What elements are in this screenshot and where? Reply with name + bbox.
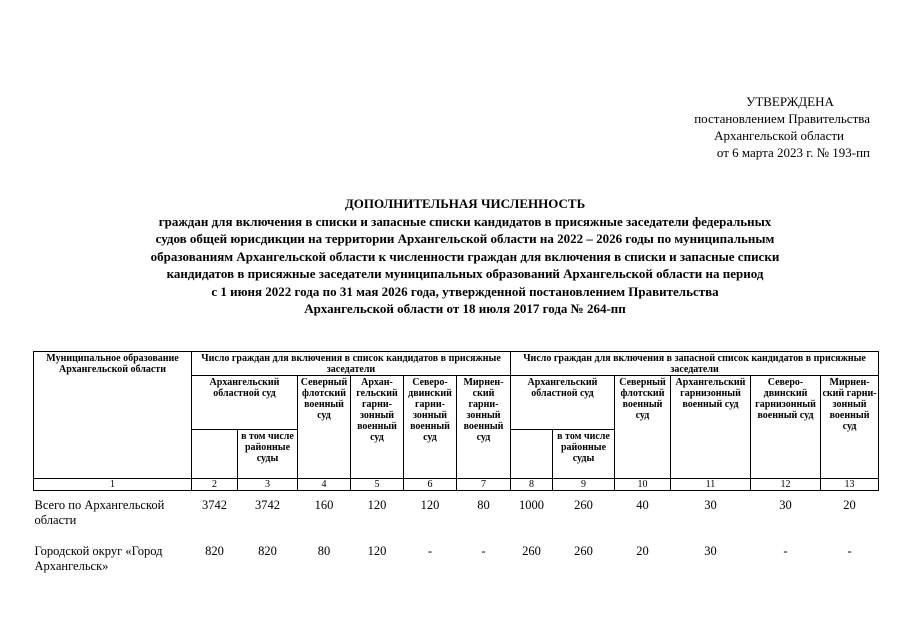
heading-line-5: с 1 июня 2022 года по 31 мая 2026 года, утвержденной постановлением Правительства — [211, 283, 719, 299]
col-number-2: 2 — [192, 479, 238, 491]
table-cell: 260 — [522, 544, 541, 558]
table-cell: 820 — [205, 544, 224, 558]
table-cell: 80 — [317, 544, 331, 558]
header-group-main: Число граждан для включения в список кандидатов в присяжные заседатели — [192, 352, 511, 376]
row-name: Городской округ «Город Архангельск» — [34, 544, 163, 573]
table-cell: 3742 — [255, 498, 280, 512]
header-main-including: в том числе районные суды — [238, 430, 298, 479]
table-cell: 40 — [636, 498, 649, 512]
header-group-reserve: Число граждан для включения в запасной список кандидатов в присяжные заседатели — [511, 352, 879, 376]
header-reserve-northern-fleet: Северный флотский военный суд — [615, 376, 671, 479]
table-cell: 820 — [258, 544, 277, 558]
header-main-severod-garrison: Северо-двинский гарни-зонный военный суд — [404, 376, 457, 479]
table-cell: - — [847, 544, 852, 558]
col-number-4: 4 — [298, 479, 351, 491]
heading-line-2: судов общей юрисдикции на территории Архангельской области на 2022 – 2026 годы по муниципальным — [155, 231, 775, 246]
header-main-regional: Архангельский областной суд — [192, 376, 298, 430]
col-number-1: 1 — [34, 479, 192, 491]
col-number-6: 6 — [404, 479, 457, 491]
table-cell: 30 — [704, 498, 717, 512]
approval-line-3: от 6 марта 2023 г. № 193-пп — [716, 145, 870, 160]
col-number-7: 7 — [457, 479, 511, 491]
table-cell: 30 — [704, 544, 717, 558]
table-cell: - — [481, 544, 486, 558]
approval-title: УТВЕРЖДЕНА — [746, 94, 834, 109]
header-reserve-mirny-garrison: Мирнен-ский гарни-зонный военный суд — [821, 376, 879, 479]
table-row — [34, 491, 879, 538]
approval-line-1: постановлением Правительства — [694, 111, 870, 126]
header-main-northern-fleet: Северный флотский военный суд — [298, 376, 351, 479]
table-row — [34, 537, 879, 583]
col-number-8: 8 — [511, 479, 553, 491]
header-main-arkh-garrison: Архан-гельский гарни-зонный военный суд — [351, 376, 404, 479]
table-cell: 120 — [420, 498, 440, 512]
table-cell: 260 — [574, 544, 593, 558]
col-number-10: 10 — [615, 479, 671, 491]
table-cell: - — [427, 544, 433, 558]
col-number-9: 9 — [553, 479, 615, 491]
col-number-12: 12 — [751, 479, 821, 491]
header-reserve-including: в том числе районные суды — [553, 430, 615, 479]
document-heading — [95, 195, 835, 318]
table-cell: 20 — [843, 498, 856, 512]
header-reserve-regional-total — [511, 430, 553, 479]
table-cell: 260 — [574, 498, 593, 512]
col-number-5: 5 — [351, 479, 404, 491]
header-municipality: Муниципальное образование Архангельской области — [34, 352, 192, 479]
col-number-13: 13 — [821, 479, 879, 491]
col-number-3: 3 — [238, 479, 298, 491]
heading-title: ДОПОЛНИТЕЛЬНАЯ ЧИСЛЕННОСТЬ — [344, 196, 586, 211]
table-cell: 1000 — [519, 498, 544, 512]
table-cell: 120 — [367, 498, 387, 512]
heading-line-3: образованиям Архангельской области к численности граждан для включения в списки и запасные списки — [150, 248, 780, 264]
row-name: Всего по Архангельской области — [34, 498, 165, 527]
table-cell: - — [783, 544, 788, 558]
approval-block — [640, 93, 870, 161]
table-cell: 80 — [477, 498, 490, 512]
heading-line-4: кандидатов в присяжные заседатели муниципальных образований Архангельской области на период — [166, 266, 764, 281]
table-cell: 30 — [779, 498, 792, 512]
approval-line-2: Архангельской области — [714, 128, 844, 143]
header-main-mirny-garrison: Мирнен-ский гарни-зонный военный суд — [457, 376, 511, 479]
header-reserve-arkh-garrison: Архангельский гарнизонный военный суд — [671, 376, 751, 479]
allocation-table — [33, 351, 879, 583]
table-cell: 3742 — [202, 498, 227, 512]
heading-line-1: граждан для включения в списки и запасные списки кандидатов в присяжные заседатели федеральных — [158, 213, 772, 229]
header-reserve-severod-garrison: Северо-двинский гарнизонный военный суд — [751, 376, 821, 479]
header-main-regional-total — [192, 430, 238, 479]
table-cell: 120 — [367, 544, 387, 558]
col-number-11: 11 — [671, 479, 751, 491]
heading-line-6: Архангельской области от 18 июля 2017 года № 264-пп — [304, 301, 626, 316]
table-cell: 160 — [314, 498, 334, 512]
header-reserve-regional: Архангельский областной суд — [511, 376, 615, 430]
table-cell: 20 — [636, 544, 649, 558]
